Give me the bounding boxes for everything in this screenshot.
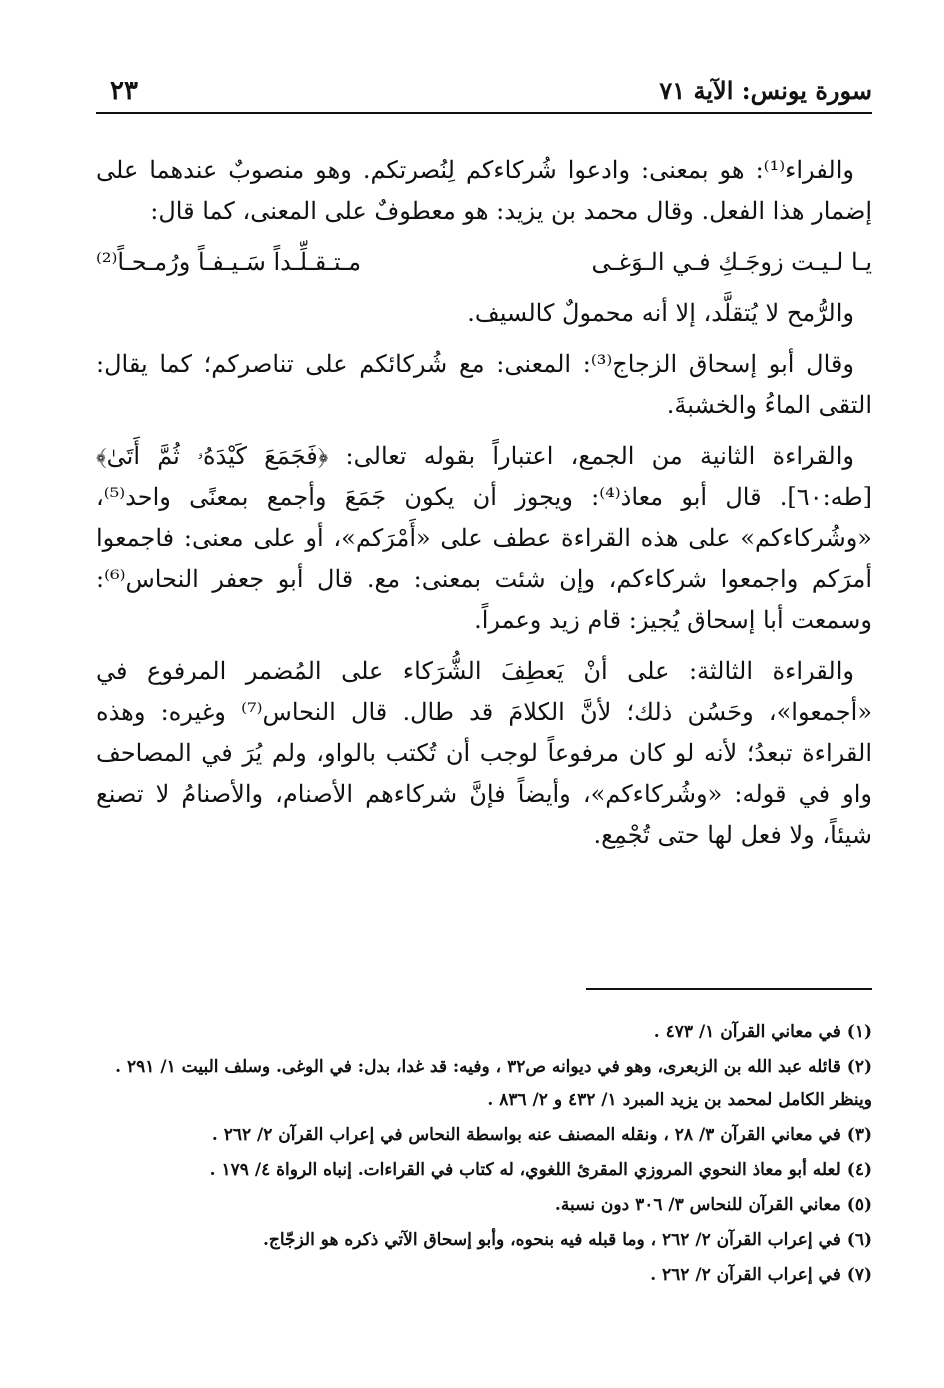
footnote-7: (٧) في إعراب القرآن ٢/ ٢٦٢ .: [650, 1265, 872, 1285]
footnote-2: (٢) قائله عبد الله بن الزبعرى، وهو في ديوانه ص٣٢ ، وفيه: قد غدا، بدل: في الوغى. وسلف البيت ١/ ٢٩١ . وينظر الكامل لمحمد بن يزيد المبرد ١/ ٤٣٢ و ٢/ ٨٣٦ .: [115, 1057, 872, 1110]
paragraph-3: وقال أبو إسحاق الزجاج⁽³⁾: المعنى: مع شُركائكم على تناصركم؛ كما يقال: التقى الماءُ والخشبةَ.: [96, 350, 872, 419]
footnotes: [96, 1016, 872, 1294]
footnote-5: (٥) معاني القرآن للنحاس ٣/ ٣٠٦ دون نسبة.: [554, 1195, 872, 1215]
paragraph-2: والرُّمح لا يُتقلَّد، إلا أنه محمولٌ كالسيف.: [467, 299, 854, 327]
paragraph-4: والقراءة الثانية من الجمع، اعتباراً بقوله تعالى: ﴿فَجَمَعَ كَيْدَهُۥ ثُمَّ أَتَىٰ﴾ [طه:٦٠]. قال أبو معاذ⁽⁴⁾: ويجوز أن يكون جَمَعَ وأجمع بمعنًى واحد⁽⁵⁾، «وشُركاءكم» على هذه القراءة عطف على «أَمْرَكم»، أو على معنى: فاجمعوا أمرَكم واجمعوا شركاءكم، وإن شئت بمعنى: مع. قال أبو جعفر النحاس⁽⁶⁾: وسمعت أبا إسحاق يُجيز: قام زيد وعمراً.: [96, 442, 872, 634]
verse-second-hemistich: مـتـقـلِّـداً سَـيـفـاً ورُمـحـاً⁽²⁾: [96, 248, 362, 276]
footnote-3: (٣) في معاني القرآن ٣/ ٢٨ ، ونقله المصنف عنه بواسطة النحاس في إعراب القرآن ٢/ ٢٦٢ .: [211, 1125, 872, 1145]
footnote-6: (٦) في إعراب القرآن ٢/ ٢٦٢ ، وما قبله فيه بنحوه، وأبو إسحاق الآتي ذكره هو الزجّاج.: [262, 1230, 872, 1250]
main-text: [96, 150, 872, 866]
poetry-verse: [96, 242, 872, 283]
page-header: [96, 62, 872, 114]
paragraph-1: والفراء⁽¹⁾: هو بمعنى: وادعوا شُركاءكم لِنُصرتكم. وهو منصوبٌ عندهما على إضمار هذا الفعل. وقال محمد بن يزيد: هو معطوفٌ على المعنى، كما قال:: [96, 156, 872, 225]
footnote-separator: [586, 988, 872, 990]
running-title: سورة يونس: الآية ٧١: [659, 76, 872, 105]
page-number: ٢٣: [110, 76, 138, 106]
paragraph-5: والقراءة الثالثة: على أنْ يَعطِفَ الشُّرَكاء على المُضمر المرفوع في «أجمعوا»، وحَسُن ذلك؛ لأنَّ الكلامَ قد طال. قال النحاس⁽⁷⁾ وغيره: وهذه القراءة تبعدُ؛ لأنه لو كان مرفوعاً لوجب أن تُكتب بالواو، ولم يُرَ في المصاحف واو في قوله: «وشُركاءكم»، وأيضاً فإنَّ شركاءهم الأصنام، والأصنامُ لا تصنع شيئاً، ولا فعل لها حتى تُجْمِع.: [96, 657, 872, 849]
footnote-1: (١) في معاني القرآن ١/ ٤٧٣ .: [653, 1022, 872, 1042]
verse-first-hemistich: يـا لـيـت زوجَـكِ فـي الـوَغـى: [591, 248, 872, 276]
footnote-4: (٤) لعله أبو معاذ النحوي المروزي المقرئ اللغوي، له كتاب في القراءات. إنباه الرواة ٤/ ١٧٩ .: [209, 1160, 872, 1180]
